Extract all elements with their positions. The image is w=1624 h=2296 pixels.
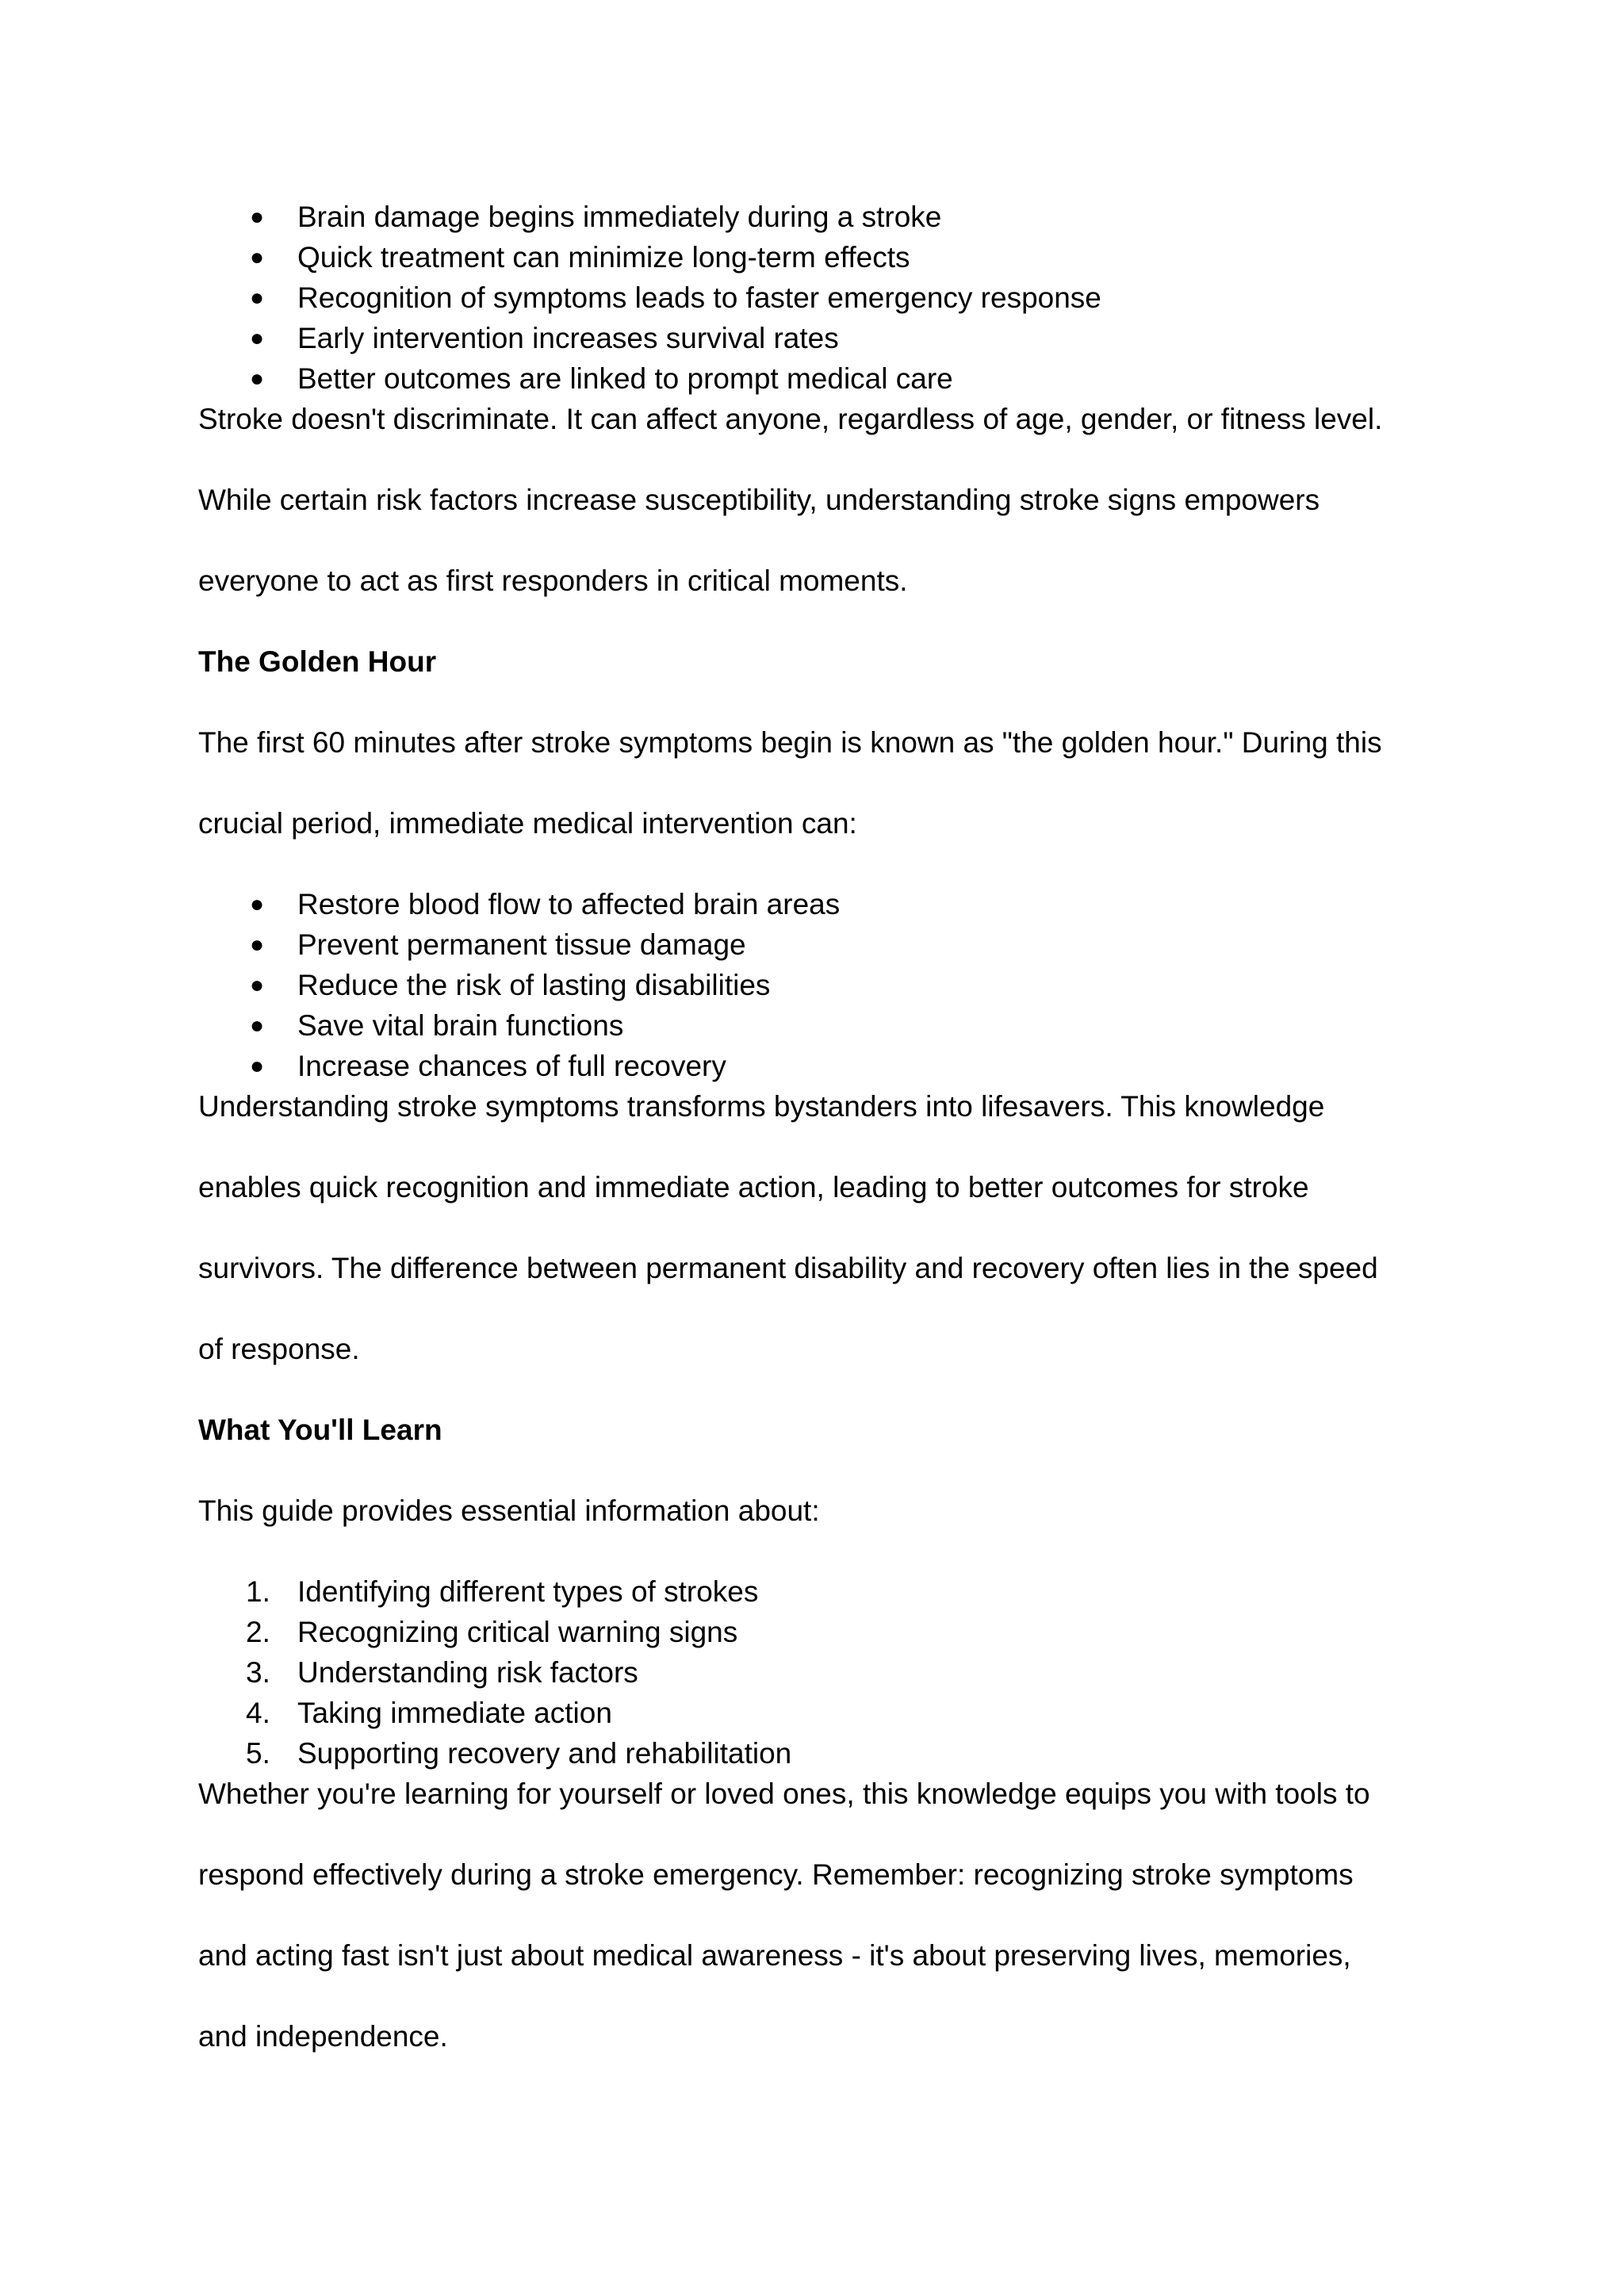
list-item (198, 358, 1443, 399)
list-item-text: Supporting recovery and rehabilitation (297, 1737, 792, 1770)
section-heading-what-youll-learn: What You'll Learn (198, 1414, 442, 1446)
list-item (198, 884, 1443, 924)
list-item (198, 197, 1443, 237)
bullet-icon: ● (250, 932, 265, 958)
list-item-text: Taking immediate action (297, 1697, 612, 1729)
list-item (198, 1005, 1443, 1046)
list-number: 5. (246, 1737, 270, 1770)
stroke-discrimination-paragraph (198, 399, 1443, 641)
list-item-text: Early intervention increases survival rates (297, 322, 839, 354)
paragraph-line: Understanding stroke symptoms transforms bystanders into lifesavers. This knowledge (198, 1090, 1325, 1123)
intervention-bullet-list (198, 884, 1443, 1086)
bullet-icon: ● (250, 365, 265, 392)
list-item-text: Increase chances of full recovery (297, 1050, 726, 1082)
bullet-icon: ● (250, 972, 265, 998)
bullet-icon: ● (250, 1012, 265, 1039)
closing-paragraph (198, 1774, 1443, 2097)
list-item (198, 277, 1443, 318)
paragraph-line: survivors. The difference between permanent disability and recovery often lies in the speed (198, 1252, 1378, 1284)
list-item (198, 1733, 1443, 1774)
list-item-text: Restore blood flow to affected brain areas (297, 888, 841, 920)
list-item (198, 1693, 1443, 1733)
list-item-text: Recognizing critical warning signs (297, 1616, 738, 1648)
golden-hour-paragraph (198, 722, 1443, 884)
paragraph-line: crucial period, immediate medical intervention can: (198, 807, 857, 840)
paragraph-line: Stroke doesn't discriminate. It can affect anyone, regardless of age, gender, or fitness level. (198, 403, 1383, 435)
list-item (198, 237, 1443, 277)
list-number: 4. (246, 1697, 270, 1729)
list-number: 2. (246, 1616, 270, 1648)
bullet-icon: ● (250, 285, 265, 311)
list-item-text: Reduce the risk of lasting disabilities (297, 969, 771, 1001)
paragraph-line: Whether you're learning for yourself or loved ones, this knowledge equips you with tools to (198, 1777, 1370, 1810)
bullet-icon: ● (250, 325, 265, 351)
list-item-text: Save vital brain functions (297, 1009, 624, 1042)
list-item-text: Brain damage begins immediately during a stroke (297, 201, 942, 233)
paragraph-line: enables quick recognition and immediate action, leading to better outcomes for stroke (198, 1171, 1309, 1203)
list-item (198, 965, 1443, 1005)
paragraph-line: While certain risk factors increase susceptibility, understanding stroke signs empowers (198, 484, 1320, 516)
list-number: 3. (246, 1656, 270, 1689)
bullet-icon: ● (250, 1053, 265, 1079)
paragraph-line: everyone to act as first responders in critical moments. (198, 564, 908, 597)
importance-bullet-list (198, 197, 1443, 399)
paragraph-line: and acting fast isn't just about medical awareness - it's about preserving lives, memories, (198, 1939, 1351, 1972)
document-page (198, 197, 1443, 2097)
guide-topics-numbered-list (198, 1571, 1443, 1774)
list-item (198, 924, 1443, 965)
list-item-text: Identifying different types of strokes (297, 1575, 759, 1608)
bullet-icon: ● (250, 891, 265, 917)
section-heading-golden-hour: The Golden Hour (198, 645, 437, 678)
paragraph-line: respond effectively during a stroke emergency. Remember: recognizing stroke symptoms (198, 1858, 1354, 1891)
list-item-text: Quick treatment can minimize long-term effects (297, 241, 910, 274)
list-number: 1. (246, 1575, 270, 1608)
list-item (198, 1652, 1443, 1693)
list-item-text: Prevent permanent tissue damage (297, 928, 746, 961)
bullet-icon: ● (250, 204, 265, 230)
paragraph-line: and independence. (198, 2020, 448, 2053)
paragraph-line: The first 60 minutes after stroke symptoms begin is known as "the golden hour." During this (198, 726, 1382, 759)
guide-intro-paragraph: This guide provides essential information about: (198, 1494, 820, 1527)
list-item (198, 1046, 1443, 1086)
list-item (198, 1612, 1443, 1652)
paragraph-line: of response. (198, 1333, 360, 1365)
list-item-text: Recognition of symptoms leads to faster emergency response (297, 281, 1101, 314)
lifesavers-paragraph (198, 1086, 1443, 1410)
bullet-icon: ● (250, 244, 265, 270)
list-item-text: Better outcomes are linked to prompt medical care (297, 362, 953, 395)
list-item-text: Understanding risk factors (297, 1656, 638, 1689)
list-item (198, 318, 1443, 358)
list-item (198, 1571, 1443, 1612)
